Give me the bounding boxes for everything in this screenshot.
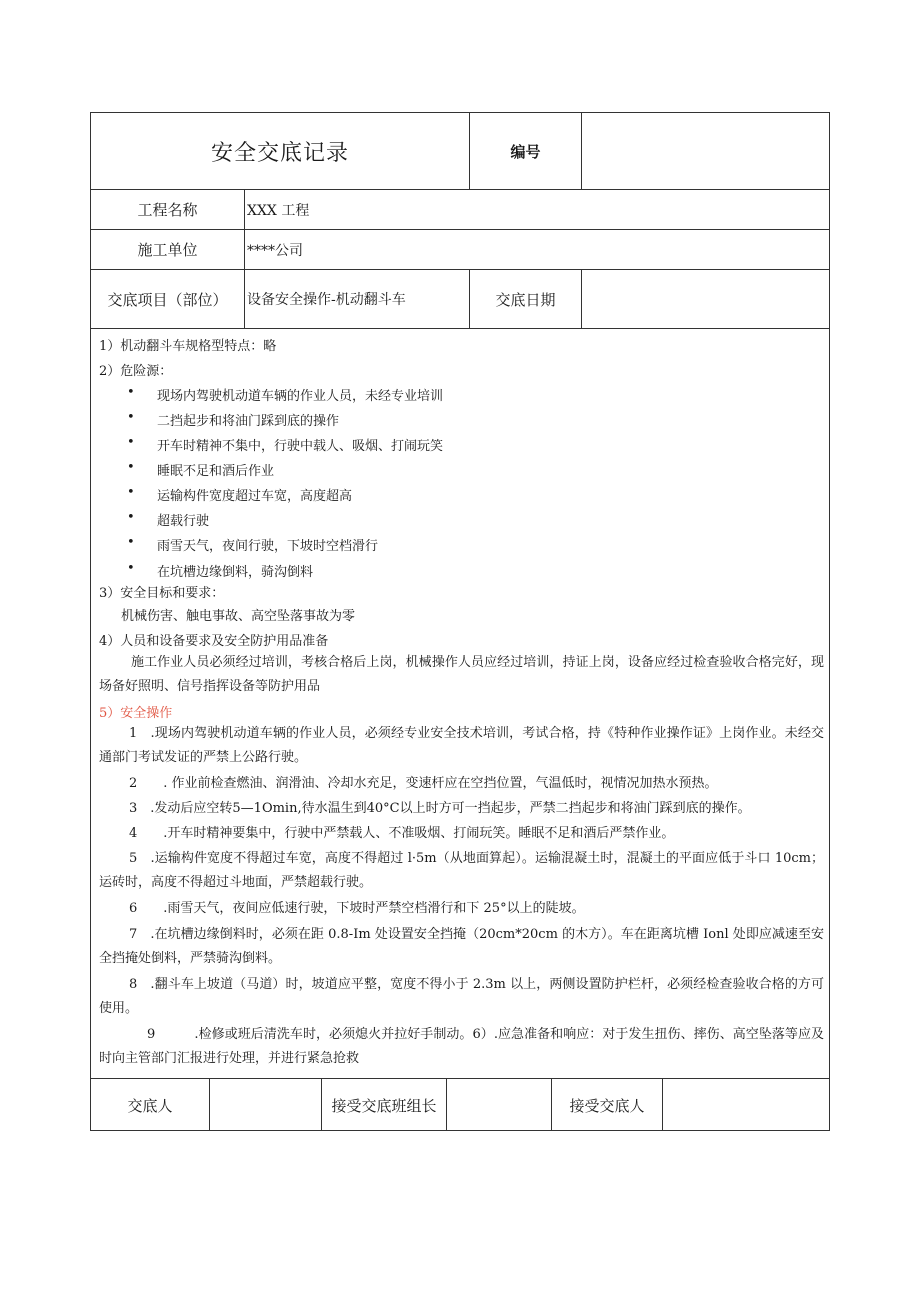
bullet-icon: • xyxy=(127,561,135,576)
operation-item: 4 .开车时精神要集中，行驶中严禁载人、不准吸烟、打闹玩笑。睡眠不足和酒后严禁作业。 xyxy=(129,826,675,841)
unit-value[interactable]: ****公司 xyxy=(244,230,829,269)
operation-item: 8 .翻斗车上坡道（马道）时，坡道应平整，宽度不得小于 2.3m 以上，两侧设置防护栏杆，必须经检查验收合格的方可使用。 xyxy=(99,977,824,1016)
hazard-item: 开车时精神不集中，行驶中载人、吸烟、打闹玩笑 xyxy=(157,439,444,454)
section-2-hazards-heading: 2）危险源： xyxy=(99,364,173,379)
date-field[interactable] xyxy=(581,270,829,328)
bullet-icon: • xyxy=(127,435,135,450)
operation-item: 6 .雨雪天气，夜间应低速行驶，下坡时严禁空档滑行和下 25°以上的陡坡。 xyxy=(129,901,585,916)
project-value[interactable]: XXX 工程 xyxy=(244,190,829,229)
number-label: 编号 xyxy=(469,113,581,189)
section-5-operations-heading: 5）安全操作 xyxy=(99,706,173,721)
operation-item: 5 .运输构件宽度不得超过车宽，高度不得超过 l·5m（从地面算起）。运输混凝土时，混凝土的平面应低于斗口 10cm；运砖时，高度不得超过斗地面，严禁超载行驶。 xyxy=(99,851,824,890)
bullet-icon: • xyxy=(127,460,135,475)
operation-item: 7 .在坑槽边缘倒料时，必须在距 0.8-Im 处设置安全挡掩（20cm*20cm 的木方）。车在距离坑槽 Ionl 处即应减速至安全挡掩处倒料，严禁骑沟倒料。 xyxy=(99,927,824,966)
hazard-item: 运输构件宽度超过车宽，高度超高 xyxy=(157,489,353,504)
briefing-content xyxy=(91,329,829,1079)
team-leader-label: 接受交底班组长 xyxy=(321,1079,446,1131)
section-4-requirements-heading: 4）人员和设备要求及安全防护用品准备 xyxy=(99,634,329,649)
hazard-item: 在坑槽边缘倒料，骑沟倒料 xyxy=(157,565,314,580)
hazard-item: 二挡起步和将油门踩到底的操作 xyxy=(157,414,340,429)
briefer-field[interactable] xyxy=(209,1079,321,1131)
number-field[interactable] xyxy=(581,113,829,189)
signature-row xyxy=(91,1079,829,1131)
hazard-item: 睡眠不足和酒后作业 xyxy=(157,464,275,479)
section-3-goals-heading: 3）安全目标和要求： xyxy=(99,586,225,601)
bullet-icon: • xyxy=(127,510,135,525)
bullet-icon: • xyxy=(127,535,135,550)
operation-item: 9 .检修或班后清洗车时，必须熄火并拉好手制动。6）.应急准备和响应：对于发生扭伤、摔伤、高空坠落等应及时向主管部门汇报进行处理，并进行紧急抢救 xyxy=(99,1027,824,1066)
form-title: 安全交底记录 xyxy=(210,140,349,166)
section-3-goals-text: 机械伤害、触电事故、高空坠落事故为零 xyxy=(121,609,356,624)
bullet-icon: • xyxy=(127,485,135,500)
section-4-requirements-text: 施工作业人员必须经过培训，考核合格后上岗，机械操作人员应经过培训，持证上岗，设备应经过检查验收合格完好，现场备好照明、信号指挥设备等防护用品 xyxy=(99,655,824,694)
briefer-label: 交底人 xyxy=(127,1096,173,1115)
hazard-item: 雨雪天气，夜间行驶，下坡时空档滑行 xyxy=(157,539,379,554)
project-row xyxy=(91,190,829,230)
item-value[interactable]: 设备安全操作-机动翻斗车 xyxy=(244,270,469,328)
team-leader-field[interactable] xyxy=(446,1079,551,1131)
item-label: 交底项目（部位） xyxy=(107,290,228,309)
hazard-item: 现场内驾驶机动道车辆的作业人员，未经专业培训 xyxy=(157,389,444,404)
item-row xyxy=(91,270,829,329)
project-label: 工程名称 xyxy=(137,201,198,219)
date-label: 交底日期 xyxy=(469,270,581,328)
operation-item: 2 . 作业前检查燃油、润滑油、冷却水充足，变速杆应在空挡位置，气温低时，视情况加热水预热。 xyxy=(129,776,718,791)
receiver-field[interactable] xyxy=(662,1079,829,1131)
bullet-icon: • xyxy=(127,385,135,400)
safety-briefing-form xyxy=(90,112,830,1131)
unit-row xyxy=(91,230,829,270)
section-1-spec: 1）机动翻斗车规格型特点：略 xyxy=(99,339,277,354)
header-row xyxy=(91,113,829,190)
bullet-icon: • xyxy=(127,410,135,425)
receiver-label: 接受交底人 xyxy=(551,1079,662,1131)
hazard-item: 超载行驶 xyxy=(157,514,210,529)
unit-label: 施工单位 xyxy=(137,241,198,259)
operation-item: 1 .现场内驾驶机动道车辆的作业人员，必须经专业安全技术培训，考试合格，持《特种作业操作证》上岗作业。未经交通部门考试发证的严禁上公路行驶。 xyxy=(99,726,824,765)
operation-item: 3 .发动后应空转5—1Omin,待水温生到40°C以上时方可一挡起步，严禁二挡起步和将油门踩到底的操作。 xyxy=(129,801,751,816)
